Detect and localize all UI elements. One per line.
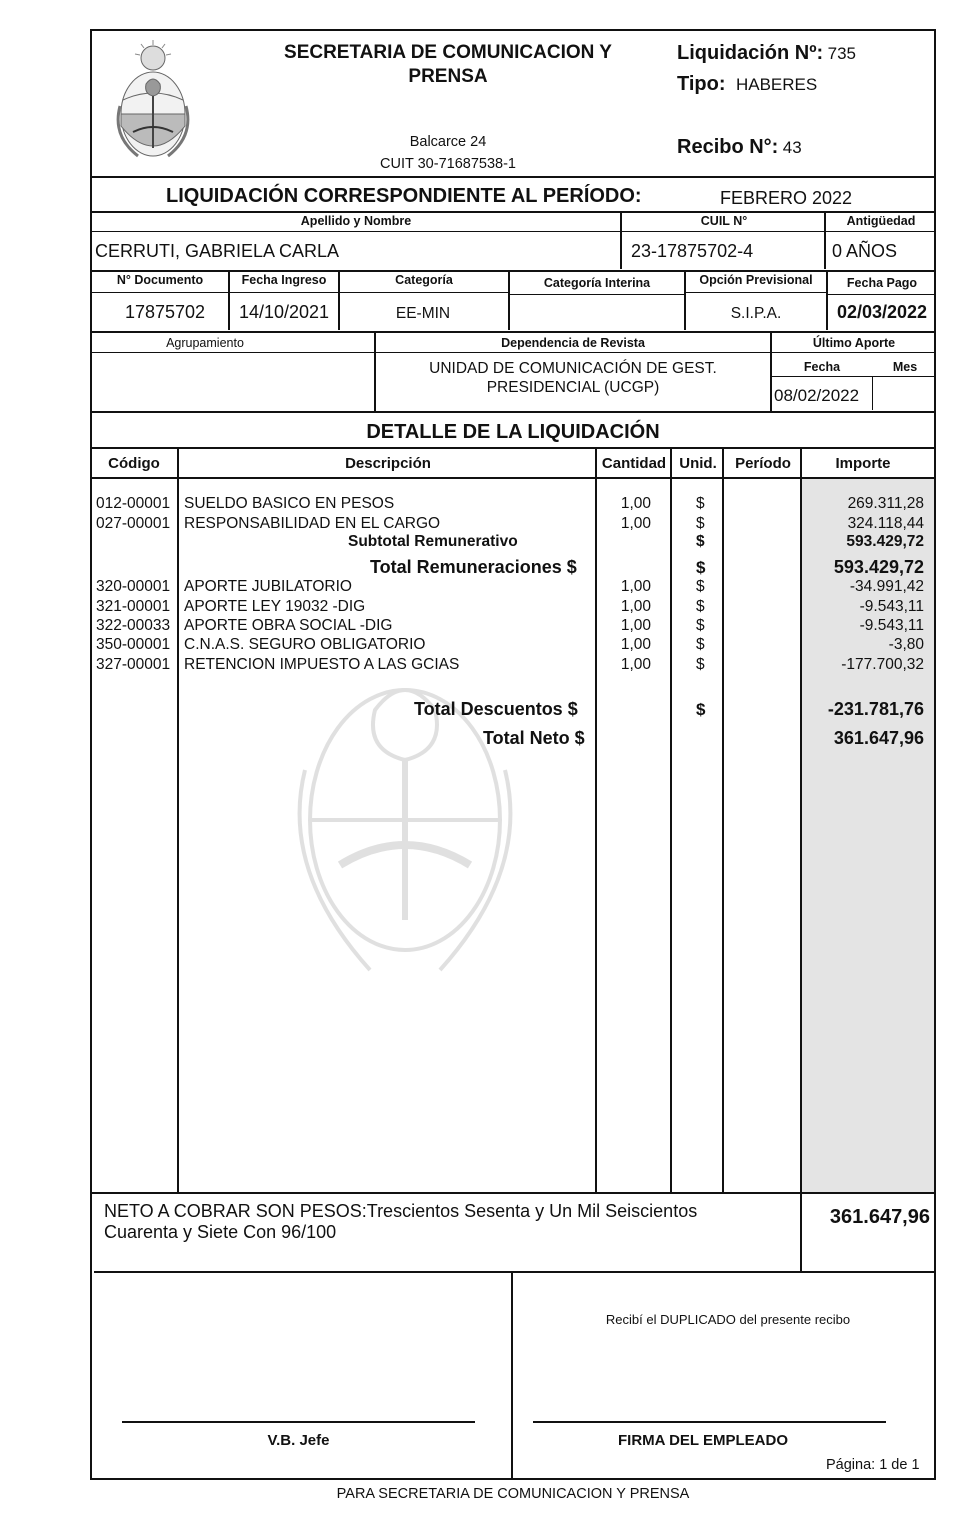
- neto-amount: 361.647,96: [829, 1206, 930, 1228]
- cuil-label: CUIL N°: [700, 214, 748, 228]
- vb-jefe-signature-line: [122, 1421, 475, 1423]
- ultimo-aporte-label: Último Aporte: [812, 336, 896, 350]
- employee-antiguedad: 0 AÑOS: [832, 241, 898, 261]
- opcion-previsional-value: S.I.P.A.: [730, 305, 782, 322]
- item-cantidad: 1,00: [620, 617, 651, 634]
- divider: [90, 331, 936, 333]
- item-unid: $: [696, 617, 705, 634]
- total-rem-unid: $: [696, 558, 706, 577]
- coat-of-arms-logo: [108, 36, 198, 166]
- col-descripcion: Descripción: [345, 455, 431, 472]
- org-cuit: CUIT 30-71687538-1: [380, 156, 516, 172]
- tipo-field: [677, 73, 817, 96]
- total-desc-unid: $: [696, 700, 706, 719]
- divider: [177, 447, 179, 1193]
- item-cantidad: 1,00: [620, 636, 651, 653]
- item-descripcion: RESPONSABILIDAD EN EL CARGO: [184, 515, 441, 532]
- item-cantidad: 1,00: [620, 656, 651, 673]
- item-importe: -9.543,11: [859, 617, 924, 634]
- categoria-interina-label: Categoría Interina: [543, 276, 651, 290]
- item-unid: $: [696, 515, 705, 532]
- dependencia-value-line1: UNIDAD DE COMUNICACIÓN DE GEST.: [429, 360, 717, 377]
- item-importe: 324.118,44: [847, 515, 924, 532]
- item-cantidad: 1,00: [620, 515, 651, 532]
- divider: [90, 477, 936, 479]
- item-descripcion: APORTE JUBILATORIO: [184, 578, 352, 595]
- divider: [684, 292, 826, 293]
- neto-words-line2: Cuarenta y Siete Con 96/100: [104, 1222, 337, 1242]
- antiguedad-label: Antigüedad: [846, 214, 916, 228]
- employee-cuil: 23-17875702-4: [631, 241, 754, 261]
- divider: [90, 231, 936, 232]
- org-address: Balcarce 24: [409, 134, 487, 150]
- divider: [670, 447, 672, 1193]
- item-unid: $: [696, 495, 705, 512]
- org-name-line2: PRENSA: [408, 66, 488, 87]
- divider: [595, 447, 597, 1193]
- fecha-ingreso-value: 14/10/2021: [238, 302, 330, 322]
- opcion-previsional-label: Opción Previsional: [699, 273, 813, 287]
- name-label: Apellido y Nombre: [300, 214, 412, 228]
- item-descripcion: APORTE LEY 19032 -DIG: [184, 598, 366, 615]
- item-importe: -3,80: [888, 636, 924, 653]
- item-importe: 269.311,28: [847, 495, 924, 512]
- categoria-label: Categoría: [395, 273, 453, 287]
- divider: [620, 211, 622, 269]
- item-codigo: 027-00001: [96, 515, 171, 532]
- total-rem-label: Total Remuneraciones $: [370, 557, 577, 577]
- item-unid: $: [696, 578, 705, 595]
- divider: [90, 176, 936, 178]
- item-descripcion: C.N.A.S. SEGURO OBLIGATORIO: [184, 636, 426, 653]
- col-importe: Importe: [835, 455, 891, 472]
- total-desc-label: Total Descuentos $: [414, 699, 578, 719]
- item-codigo: 321-00001: [96, 598, 171, 615]
- dependencia-label: Dependencia de Revista: [501, 336, 645, 350]
- divider: [934, 447, 936, 479]
- item-importe: -34.991,42: [849, 578, 924, 595]
- divider: [826, 294, 936, 295]
- subtotal-importe: 593.429,72: [846, 533, 924, 550]
- liquidacion-value: 735: [827, 44, 857, 63]
- duplicado-receipt-text: Recibí el DUPLICADO del presente recibo: [605, 1312, 851, 1327]
- item-unid: $: [696, 598, 705, 615]
- item-importe: -9.543,11: [859, 598, 924, 615]
- categoria-value: EE-MIN: [395, 305, 451, 322]
- divider: [90, 411, 936, 413]
- divider: [508, 270, 510, 330]
- firma-empleado-label: FIRMA DEL EMPLEADO: [617, 1432, 788, 1449]
- bottom-caption: PARA SECRETARIA DE COMUNICACION Y PRENSA: [336, 1486, 690, 1502]
- recibo-number: [677, 136, 802, 159]
- divider: [90, 270, 936, 272]
- fecha-pago-label: Fecha Pago: [846, 276, 918, 290]
- col-unid: Unid.: [679, 455, 717, 472]
- ultimo-fecha-value: 08/02/2022: [774, 386, 860, 405]
- divider: [824, 211, 826, 269]
- documento-label: N° Documento: [116, 273, 204, 287]
- tipo-label: Tipo:: [677, 73, 726, 95]
- divider: [508, 294, 684, 295]
- vb-jefe-label: V.B. Jefe: [267, 1432, 330, 1449]
- item-codigo: 012-00001: [96, 495, 171, 512]
- item-codigo: 350-00001: [96, 636, 171, 653]
- documento-value: 17875702: [124, 302, 206, 322]
- col-codigo: Código: [108, 455, 160, 472]
- divider: [90, 211, 936, 213]
- subtotal-label: Subtotal Remunerativo: [348, 533, 518, 550]
- recibo-label: Recibo N°:: [677, 136, 779, 158]
- total-neto-importe: 361.647,96: [833, 728, 924, 748]
- agrupamiento-label: Agrupamiento: [166, 336, 244, 350]
- period-label: LIQUIDACIÓN CORRESPONDIENTE AL PERÍODO:: [166, 185, 642, 207]
- ultimo-mes-label: Mes: [892, 360, 918, 374]
- item-cantidad: 1,00: [620, 578, 651, 595]
- item-unid: $: [696, 656, 705, 673]
- item-cantidad: 1,00: [620, 598, 651, 615]
- divider: [90, 352, 936, 353]
- neto-words-line1: NETO A COBRAR SON PESOS:Trescientos Sesenta y Un Mil Seiscientos: [104, 1201, 698, 1221]
- item-unid: $: [696, 636, 705, 653]
- dependencia-value-line2: PRESIDENCIAL (UCGP): [486, 379, 660, 396]
- item-descripcion: RETENCION IMPUESTO A LAS GCIAS: [184, 656, 460, 673]
- firma-empleado-signature-line: [533, 1421, 886, 1423]
- total-desc-importe: -231.781,76: [827, 699, 924, 719]
- liquidacion-number: [677, 42, 856, 65]
- employee-name: CERRUTI, GABRIELA CARLA: [95, 241, 340, 261]
- item-descripcion: APORTE OBRA SOCIAL -DIG: [184, 617, 393, 634]
- org-name-line1: SECRETARIA DE COMUNICACION Y: [284, 42, 612, 63]
- ultimo-fecha-label: Fecha: [803, 360, 841, 374]
- tipo-value: HABERES: [735, 75, 818, 94]
- divider: [90, 1192, 936, 1194]
- fecha-pago-value: 02/03/2022: [836, 302, 928, 322]
- page-number: Página: 1 de 1: [826, 1457, 920, 1473]
- divider: [511, 1271, 513, 1480]
- item-cantidad: 1,00: [620, 495, 651, 512]
- divider: [90, 292, 508, 293]
- item-codigo: 320-00001: [96, 578, 171, 595]
- item-codigo: 322-00033: [96, 617, 171, 634]
- divider: [94, 1271, 936, 1273]
- divider: [872, 376, 873, 410]
- col-periodo: Período: [735, 455, 791, 472]
- fecha-ingreso-label: Fecha Ingreso: [241, 273, 327, 287]
- recibo-value: 43: [782, 138, 802, 157]
- divider: [90, 447, 936, 449]
- col-cantidad: Cantidad: [601, 455, 667, 472]
- detail-title: DETALLE DE LA LIQUIDACIÓN: [366, 421, 660, 443]
- period-value: FEBRERO 2022: [720, 188, 853, 208]
- subtotal-unid: $: [696, 533, 705, 550]
- item-descripcion: SUELDO BASICO EN PESOS: [184, 495, 395, 512]
- total-neto-label: Total Neto $: [483, 728, 585, 748]
- item-codigo: 327-00001: [96, 656, 171, 673]
- divider: [722, 447, 724, 1193]
- total-rem-importe: 593.429,72: [833, 557, 924, 577]
- liquidacion-label: Liquidación Nº:: [677, 42, 824, 64]
- item-importe: -177.700,32: [841, 656, 924, 673]
- divider: [770, 376, 936, 377]
